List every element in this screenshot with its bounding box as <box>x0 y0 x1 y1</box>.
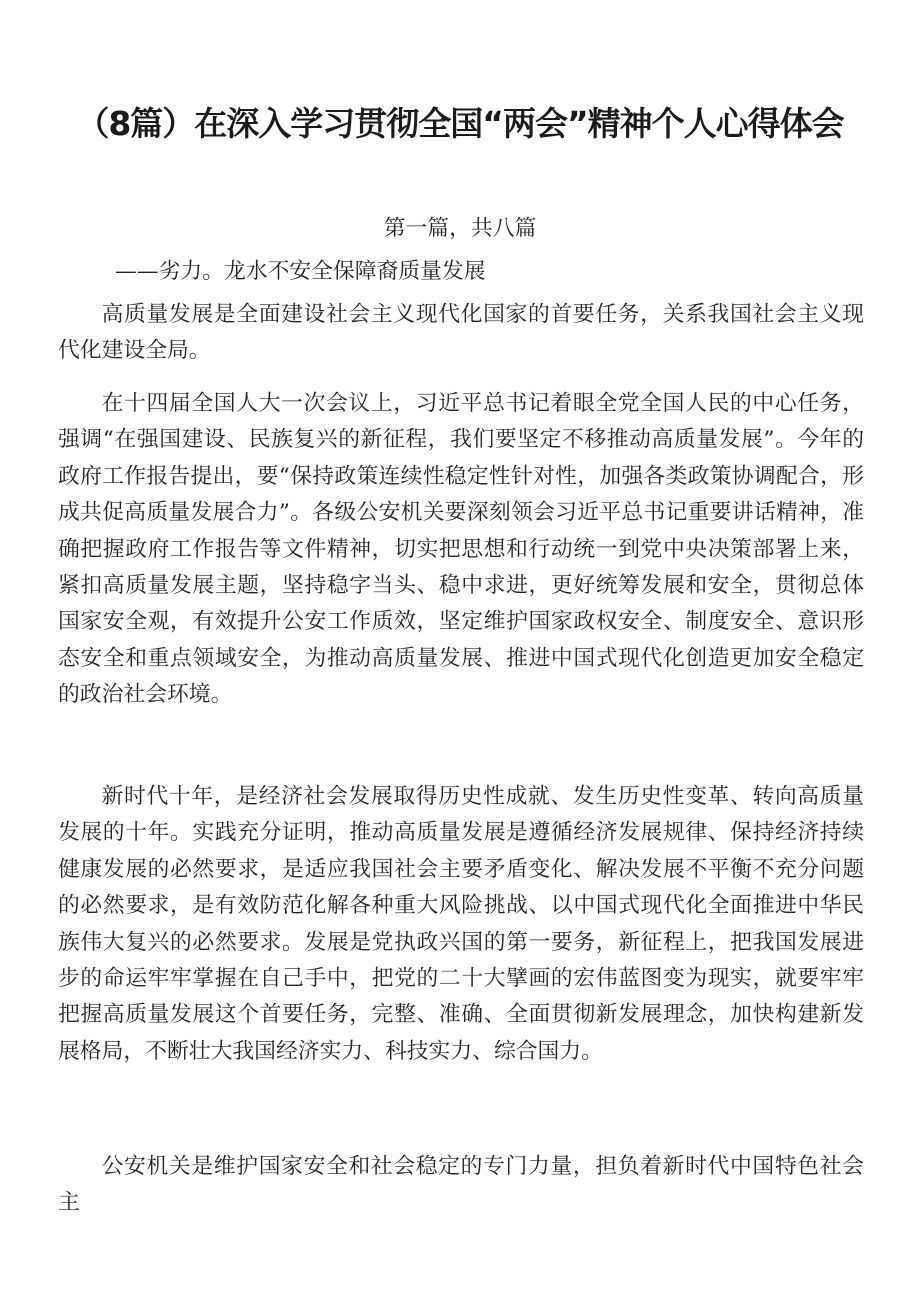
paragraph-1: 高质量发展是全面建设社会主义现代化国家的首要任务，关系我国社会主义现代化建设全局。 <box>58 302 864 364</box>
section-heading: 第一篇，共八篇 <box>383 216 537 241</box>
paragraph-2: 在十四届全国人大一次会议上，习近平总书记着眼全党全国人民的中心任务，强调“在强国建设、民族复兴的新征程，我们要坚定不移推动高质量发展”。今年的政府工作报告提出，要“保持政策连续性稳定性针对性，加强各类政策协调配合，形成共促高质量发展合力”。各级公安机关要深刻领会习近平总书记重要讲话精神，准确把握政府工作报告等文件精神，切实把思想和行动统一到党中央决策部署上来，紧扣高质量发展主题，坚持稳字当头、稳中求进，更好统筹发展和安全，贯彻总体国家安全观，有效提升公安工作质效，坚定维护国家政权安全、制度安全、意识形态安全和重点领域安全，为推动高质量发展、推进中国式现代化创造更加安全稳定的政治社会环境。 <box>58 391 864 708</box>
section-subtitle: ——劣力。龙水不安全保障裔质量发展 <box>115 259 486 284</box>
paragraph-4: 公安机关是维护国家安全和社会稳定的专门力量，担负着新时代中国特色社会主 <box>58 1154 864 1216</box>
paragraph-3: 新时代十年，是经济社会发展取得历史性成就、发生历史性变革、转向高质量发展的十年。实践充分证明，推动高质量发展是遵循经济发展规律、保持经济持续健康发展的必然要求，是适应我国社会主要矛盾变化、解决发展不平衡不充分问题的必然要求，是有效防范化解各种重大风险挑战、以中国式现代化全面推进中华民族伟大复兴的必然要求。发展是党执政兴国的第一要务，新征程上，把我国发展进步的命运牢牢掌握在自己手中，把党的二十大擘画的宏伟蓝图变为现实，就要牢牢把握高质量发展这个首要任务，完整、准确、全面贯彻新发展理念，加快构建新发展格局，不断壮大我国经济实力、科技实力、综合国力。 <box>58 784 864 1064</box>
document-title: （8篇）在深入学习贯彻全国“两会”精神个人心得体会 <box>76 104 844 143</box>
